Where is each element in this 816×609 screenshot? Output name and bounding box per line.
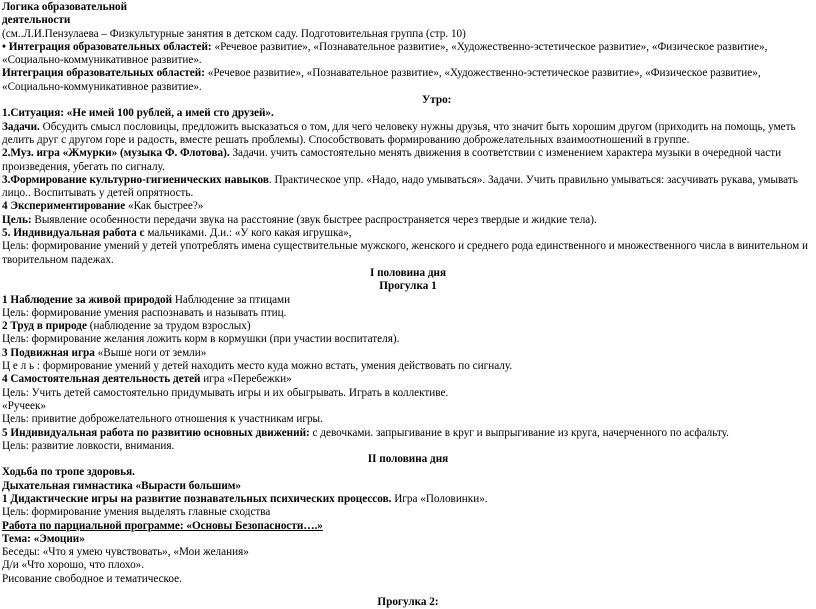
document-page: [2, 1, 814, 609]
theme-title: Тема: «Эмоции»: [2, 532, 85, 545]
labor-goal: Цель: формирование желания ложить корм в кормушки (при участии воспитателя).: [2, 333, 400, 346]
logic-title: Логика образовательной: [2, 1, 128, 13]
individual-work-goal: Цель: формирование умений у детей употреблять имена существительные мужского, женского и среднего рода единственного и множественного числа в винительном и творительном падежах.: [2, 240, 809, 266]
independent-activity-goal: Цель: Учить детей самостоятельно придумывать игры и их обыгрывать. Играть в коллективе.: [2, 386, 449, 399]
labor: 2 Труд в природе (наблюдение за трудом взрослых): [2, 320, 251, 333]
walk-2-heading: Прогулка 2:: [377, 596, 439, 609]
outdoor-game: 3 Подвижная игра «Выше ноги от земли»: [2, 346, 207, 359]
hygiene-skills: 3.Формирование культурно-гигиенических навыков. Практическое упр. «Надо, надо умываться». Задачи. Учить правильно умываться: засучивать рукава, умывать лицо.. Воспитывать у детей опрятность.: [2, 173, 798, 200]
situation-tasks: Задачи. Обсудить смысл пословицы, предложить высказаться о том, для чего человеку нужны друзья, что значит быть хорошим другом (приходить на помощь, уметь делить друг с другом горе и радость, вместе решать проблемы). Способствовать формированию доброжелательных взаимоотношений в группе.: [2, 120, 796, 146]
stream-game: «Ручеек»: [2, 399, 46, 412]
second-half-heading: II половина дня: [367, 453, 449, 466]
logic-title-2: деятельности: [2, 14, 71, 27]
individual-work: 5. Индивидуальная работа с мальчиками. Д.и.: «У кого какая игрушка»,: [2, 227, 352, 240]
integration-paragraph-1: • Интеграция образовательных областей: «Речевое развитие», «Познавательное развитие», «Художественно-эстетическое развитие», «Физическое развитие», «Социально-коммуникативное развитие».: [2, 40, 768, 67]
drawing: Рисование свободное и тематическое.: [2, 572, 182, 585]
integration-paragraph-2: Интеграция образовательных областей: «Речевое развитие», «Познавательное развитие», «Художественно-эстетическое развитие», «Физическое развитие», «Социально-коммуникативное развитие».: [2, 67, 761, 93]
movement-work: 5 Индивидуальная работа по развитию основных движений: с девочками. запрыгивание в круг и выпрыгивание из круга, начерченного по асфальту.: [2, 426, 729, 439]
observation: 1 Наблюдение за живой природой Наблюдение за птицами: [2, 293, 291, 306]
independent-activity: 4 Самостоятельная деятельность детей игра «Перебежки»: [2, 373, 292, 386]
experiment-title: 4 Экспериментирование «Как быстрее?»: [2, 200, 204, 213]
music-game: 2.Муз. игра «Жмурки» (музыка Ф. Флотова). Задачи. учить самостоятельно менять движения в соответствии с изменением характера музыки в очередной части произведения, убегать по сигналу.: [2, 147, 782, 173]
health-path: Ходьба по тропе здоровья.: [2, 466, 135, 479]
talks: Беседы: «Что я умею чувствовать», «Мои желания»: [2, 546, 249, 559]
observation-goal: Цель: формирование умения распознавать и называть птиц.: [2, 306, 287, 319]
situation-title: 1.Ситуация: «Не имей 100 рублей, а имей сто друзей».: [2, 107, 274, 120]
partial-program: Работа по парциальной программе: «Основы Безопасности….»: [2, 519, 323, 532]
walk-1-heading: Прогулка 1: [379, 280, 437, 293]
movement-work-goal: Цель: развитие ловкости, внимания.: [2, 439, 175, 452]
morning-heading: Утро:: [422, 94, 452, 107]
didactic-game-good-bad: Д/и «Что хорошо, что плохо».: [2, 559, 145, 572]
outdoor-game-goal: Ц е л ь : формирование умений у детей находить место куда можно встать, умения действовать по сигналу.: [2, 360, 513, 373]
source-reference: (см..Л.И.Пензулаева – Физкультурные занятия в детском саду. Подготовительная группа (стр. 10): [2, 27, 466, 40]
experiment-goal: Цель: Выявление особенности передачи звука на расстояние (звук быстрее распространяется через твердые и жидкие тела).: [2, 213, 597, 226]
stream-game-goal: Цель: привитие доброжелательного отношения к участникам игры.: [2, 413, 323, 426]
didactic-games: 1 Дидактические игры на развитие познавательных психических процессов. Игра «Половинки».: [2, 492, 488, 505]
breathing-exercise: Дыхательная гимнастика «Вырасти большим»: [2, 479, 241, 492]
first-half-heading: I половина дня: [369, 266, 447, 279]
didactic-goal: Цель: формирование умения выделять главные сходства: [2, 506, 271, 519]
